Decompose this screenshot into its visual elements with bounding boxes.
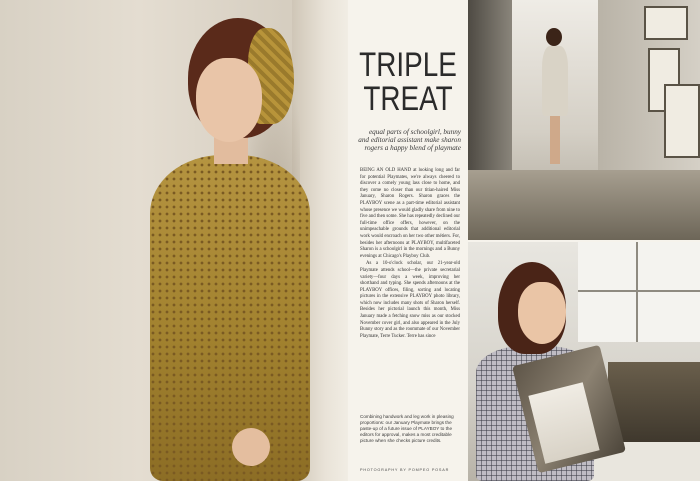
wall-frame: [644, 6, 688, 40]
body-paragraph-1: BEING AN OLD HAND at looking long and far for potential Playmates, we're always cheered to discover a comely young lass close to home, and they come no closer than our titian-haired Miss January, Sharon Rogers. Sharon graces the PLAYBOY scene as a part-time editorial assistant whose presence we would gladly share from nine to five and then some. She has repeatedly declined our full-time office offers, however, on the unimpeachable grounds that additional editorial work would encroach on her two other métiers. For, besides her afternoons at PLAYBOY, multifaceted Sharon is a schoolgirl in the mornings and a Bunny evenings at Chicago's Playboy Club.: [360, 168, 460, 259]
model-face: [196, 58, 262, 142]
headline-line-2: TREAT: [363, 80, 453, 118]
office-window: [578, 242, 700, 342]
model-hand: [232, 428, 270, 466]
office-photo: [468, 242, 700, 481]
portrait-photo: [0, 0, 348, 481]
woman-face: [518, 282, 566, 344]
hallway-photo: [468, 0, 700, 240]
corridor-floor: [468, 170, 700, 240]
walking-woman: [540, 28, 568, 168]
article-deck: equal parts of schoolgirl, bunny and editorial assistant make sharon rogers a happy blend of playmate: [358, 128, 461, 153]
printed-dress: [150, 155, 310, 481]
wall-frame: [664, 84, 700, 158]
body-paragraph-2: As a 10-o'clock scholar, our 21-year-old Playmate attends school—the private secretarial variety—four days a week, improving her shorthand and typing. She spends afternoons at the PLAYBOY offices, filing, sorting and locating pictures in the extensive PLAYBOY photo library, which now includes many shots of Sharon herself. Besides her pictorial launch this month, Miss January made a fetching snow miss as our stocked November cover girl, and also appeared in the July Bunny story and as the roommate of our November Playmate, Terre Tucker. Terre has since: [360, 261, 460, 339]
woman-head: [546, 28, 562, 46]
article-text-column: [348, 0, 468, 481]
photo-credit: PHOTOGRAPHY BY POMPEO POSAR: [360, 468, 450, 472]
woman-legs: [550, 116, 560, 164]
woman-dress: [542, 46, 568, 116]
office-cabinet: [608, 362, 700, 442]
headline-line-1: TRIPLE: [359, 46, 457, 84]
article-body: [360, 168, 460, 341]
article-headline: [359, 48, 457, 116]
photo-caption: Combining handwork and leg work in pleasing proportions: our January Playmate brings the paste-up of a future issue of PLAYBOY to the editors for approval, makes a most creditable picture when she checks picture credits.: [360, 414, 454, 443]
